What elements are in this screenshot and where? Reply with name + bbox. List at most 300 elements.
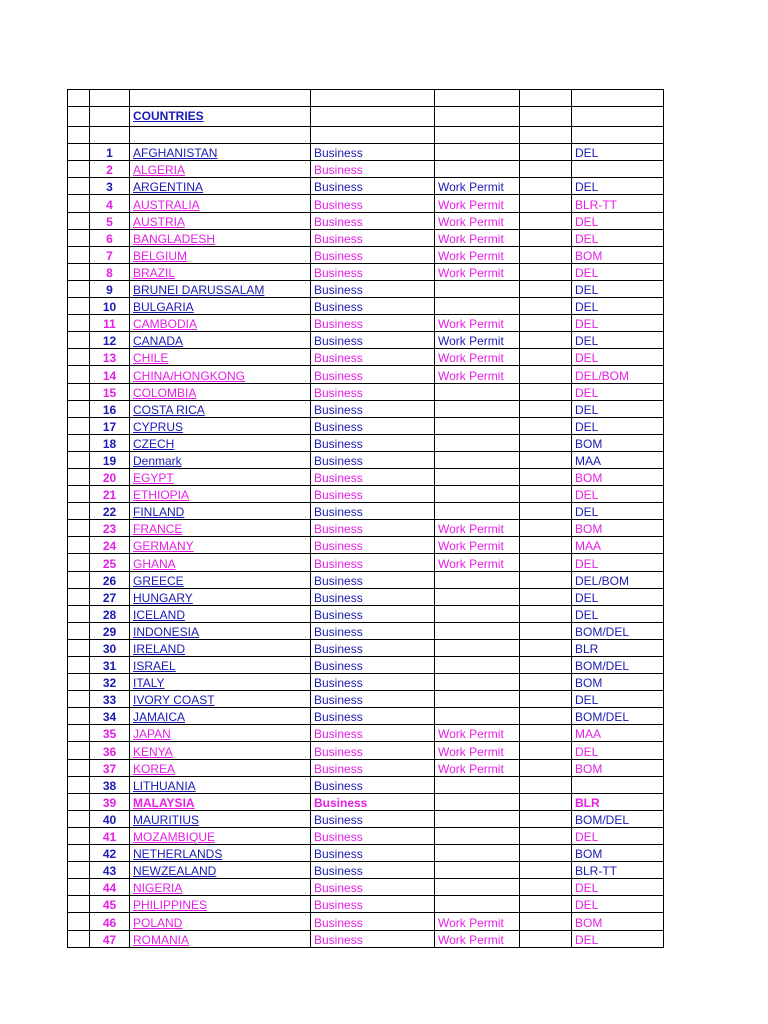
table-row — [68, 417, 664, 434]
blank-cell — [520, 315, 572, 332]
table-row — [68, 144, 664, 161]
country-link[interactable]: NEWZEALAND — [130, 862, 311, 879]
row-number: 34 — [90, 708, 130, 725]
country-link[interactable]: AUSTRALIA — [130, 195, 311, 212]
country-link[interactable]: FINLAND — [130, 503, 311, 520]
visa-type: Business — [311, 195, 435, 212]
visa-type: Business — [311, 144, 435, 161]
visa-type: Business — [311, 349, 435, 366]
row-number: 5 — [90, 212, 130, 229]
blank-cell — [520, 827, 572, 844]
blank-cell — [68, 332, 90, 349]
blank-cell — [68, 503, 90, 520]
visa-type: Business — [311, 417, 435, 434]
office-code: DEL — [572, 144, 664, 161]
country-link[interactable]: Denmark — [130, 451, 311, 468]
table-cell — [90, 127, 130, 144]
blank-cell — [520, 280, 572, 297]
table-cell — [572, 127, 664, 144]
blank-cell — [68, 246, 90, 263]
office-code: DEL — [572, 827, 664, 844]
country-link[interactable]: LITHUANIA — [130, 776, 311, 793]
country-link[interactable]: ETHIOPIA — [130, 486, 311, 503]
blank-cell — [68, 451, 90, 468]
blank-cell — [520, 486, 572, 503]
row-number: 30 — [90, 639, 130, 656]
country-link[interactable]: ICELAND — [130, 605, 311, 622]
work-permit: Work Permit — [435, 195, 520, 212]
row-number: 21 — [90, 486, 130, 503]
visa-type: Business — [311, 451, 435, 468]
work-permit — [435, 161, 520, 178]
row-number: 1 — [90, 144, 130, 161]
country-link[interactable]: CANADA — [130, 332, 311, 349]
blank-cell — [520, 862, 572, 879]
blank-cell — [68, 930, 90, 947]
work-permit: Work Permit — [435, 366, 520, 383]
table-row — [68, 588, 664, 605]
row-number: 15 — [90, 383, 130, 400]
header-row — [68, 107, 664, 127]
table-cell — [311, 90, 435, 107]
table-row — [68, 554, 664, 571]
blank-cell — [68, 434, 90, 451]
visa-type: Business — [311, 229, 435, 246]
country-link[interactable]: JAPAN — [130, 725, 311, 742]
visa-type: Business — [311, 383, 435, 400]
blank-cell — [68, 879, 90, 896]
table-row — [68, 657, 664, 674]
table-row — [68, 810, 664, 827]
visa-type: Business — [311, 263, 435, 280]
row-number: 27 — [90, 588, 130, 605]
work-permit: Work Permit — [435, 725, 520, 742]
table-cell — [520, 127, 572, 144]
country-link[interactable]: GREECE — [130, 571, 311, 588]
office-code: DEL — [572, 298, 664, 315]
blank-cell — [520, 845, 572, 862]
work-permit — [435, 605, 520, 622]
table-row — [68, 486, 664, 503]
country-link[interactable]: COLOMBIA — [130, 383, 311, 400]
visa-type: Business — [311, 759, 435, 776]
office-code: BLR — [572, 793, 664, 810]
work-permit — [435, 571, 520, 588]
table-row — [68, 212, 664, 229]
country-link[interactable]: ISRAEL — [130, 657, 311, 674]
country-link[interactable]: FRANCE — [130, 520, 311, 537]
row-number: 10 — [90, 298, 130, 315]
office-code — [572, 161, 664, 178]
table-row — [68, 383, 664, 400]
work-permit — [435, 657, 520, 674]
work-permit: Work Permit — [435, 246, 520, 263]
blank-cell — [68, 298, 90, 315]
table-row — [68, 759, 664, 776]
visa-type: Business — [311, 468, 435, 485]
office-code: BLR — [572, 639, 664, 656]
office-code: BOM — [572, 434, 664, 451]
table-row — [68, 674, 664, 691]
country-link[interactable]: IVORY COAST — [130, 691, 311, 708]
work-permit — [435, 622, 520, 639]
country-link[interactable]: MAURITIUS — [130, 810, 311, 827]
blank-cell — [520, 571, 572, 588]
blank-cell — [520, 195, 572, 212]
row-number: 3 — [90, 178, 130, 195]
blank-cell — [520, 178, 572, 195]
work-permit: Work Permit — [435, 212, 520, 229]
blank-cell — [68, 708, 90, 725]
country-link[interactable]: BULGARIA — [130, 298, 311, 315]
country-link[interactable]: JAMAICA — [130, 708, 311, 725]
blank-cell — [68, 366, 90, 383]
country-link[interactable]: ALGERIA — [130, 161, 311, 178]
visa-type: Business — [311, 280, 435, 297]
blank-cell — [520, 605, 572, 622]
table-row — [68, 520, 664, 537]
table-cell — [435, 90, 520, 107]
work-permit — [435, 879, 520, 896]
work-permit — [435, 503, 520, 520]
office-code: MAA — [572, 725, 664, 742]
work-permit — [435, 639, 520, 656]
country-link[interactable]: PHILIPPINES — [130, 896, 311, 913]
table-cell — [520, 90, 572, 107]
office-code: DEL — [572, 503, 664, 520]
work-permit — [435, 588, 520, 605]
blank-cell — [520, 725, 572, 742]
header-countries-cell[interactable] — [130, 107, 311, 127]
empty-row — [68, 90, 664, 107]
country-link[interactable]: BELGIUM — [130, 246, 311, 263]
blank-cell — [68, 810, 90, 827]
blank-cell — [68, 349, 90, 366]
table-row — [68, 776, 664, 793]
row-number: 17 — [90, 417, 130, 434]
table-row — [68, 571, 664, 588]
table-row — [68, 896, 664, 913]
visa-type: Business — [311, 571, 435, 588]
office-code: MAA — [572, 537, 664, 554]
blank-cell — [520, 639, 572, 656]
work-permit — [435, 691, 520, 708]
table-row — [68, 622, 664, 639]
visa-type: Business — [311, 674, 435, 691]
table-row — [68, 451, 664, 468]
office-code: DEL — [572, 896, 664, 913]
office-code: DEL — [572, 554, 664, 571]
office-code: DEL — [572, 605, 664, 622]
blank-cell — [520, 349, 572, 366]
blank-cell — [520, 332, 572, 349]
row-number: 22 — [90, 503, 130, 520]
country-link[interactable]: EGYPT — [130, 468, 311, 485]
work-permit — [435, 486, 520, 503]
country-link[interactable]: ARGENTINA — [130, 178, 311, 195]
table-row — [68, 229, 664, 246]
row-number: 7 — [90, 246, 130, 263]
work-permit: Work Permit — [435, 759, 520, 776]
visa-type: Business — [311, 178, 435, 195]
visa-type: Business — [311, 845, 435, 862]
visa-type: Business — [311, 691, 435, 708]
blank-cell — [68, 776, 90, 793]
visa-type: Business — [311, 400, 435, 417]
row-number: 36 — [90, 742, 130, 759]
work-permit — [435, 896, 520, 913]
visa-type: Business — [311, 554, 435, 571]
blank-cell — [520, 468, 572, 485]
office-code: DEL — [572, 400, 664, 417]
country-link[interactable]: GHANA — [130, 554, 311, 571]
row-number: 24 — [90, 537, 130, 554]
visa-type: Business — [311, 212, 435, 229]
blank-cell — [68, 605, 90, 622]
table-row — [68, 913, 664, 930]
country-link[interactable]: HUNGARY — [130, 588, 311, 605]
table-cell — [90, 90, 130, 107]
visa-type: Business — [311, 537, 435, 554]
row-number: 28 — [90, 605, 130, 622]
table-row — [68, 639, 664, 656]
table-row — [68, 691, 664, 708]
country-link[interactable]: INDONESIA — [130, 622, 311, 639]
row-number: 16 — [90, 400, 130, 417]
blank-cell — [520, 708, 572, 725]
blank-cell — [520, 588, 572, 605]
table-cell — [130, 90, 311, 107]
row-number: 19 — [90, 451, 130, 468]
visa-type: Business — [311, 827, 435, 844]
visa-type: Business — [311, 588, 435, 605]
blank-cell — [520, 691, 572, 708]
table-row — [68, 315, 664, 332]
table-cell — [68, 107, 90, 127]
work-permit: Work Permit — [435, 263, 520, 280]
blank-cell — [520, 451, 572, 468]
work-permit — [435, 810, 520, 827]
office-code: DEL — [572, 178, 664, 195]
blank-cell — [68, 229, 90, 246]
table-row — [68, 246, 664, 263]
country-link[interactable]: ROMANIA — [130, 930, 311, 947]
row-number: 40 — [90, 810, 130, 827]
countries-header-link[interactable]: COUNTRIES — [133, 109, 204, 124]
blank-cell — [520, 144, 572, 161]
row-number: 11 — [90, 315, 130, 332]
work-permit — [435, 400, 520, 417]
blank-cell — [520, 759, 572, 776]
blank-cell — [68, 674, 90, 691]
row-number: 46 — [90, 913, 130, 930]
country-link[interactable]: MALAYSIA — [130, 793, 311, 810]
blank-cell — [68, 520, 90, 537]
row-number: 44 — [90, 879, 130, 896]
country-link[interactable]: AUSTRIA — [130, 212, 311, 229]
row-number: 6 — [90, 229, 130, 246]
table-row — [68, 503, 664, 520]
office-code: DEL — [572, 879, 664, 896]
office-code: BOM — [572, 520, 664, 537]
blank-cell — [520, 930, 572, 947]
blank-cell — [68, 144, 90, 161]
blank-cell — [68, 622, 90, 639]
country-link[interactable]: CZECH — [130, 434, 311, 451]
country-link[interactable]: BRAZIL — [130, 263, 311, 280]
office-code: BOM — [572, 913, 664, 930]
country-link[interactable]: KENYA — [130, 742, 311, 759]
office-code: DEL — [572, 742, 664, 759]
visa-type: Business — [311, 520, 435, 537]
visa-type: Business — [311, 246, 435, 263]
table-row — [68, 725, 664, 742]
visa-type: Business — [311, 810, 435, 827]
row-number: 20 — [90, 468, 130, 485]
country-link[interactable]: CYPRUS — [130, 417, 311, 434]
row-number: 12 — [90, 332, 130, 349]
table-row — [68, 161, 664, 178]
table-row — [68, 605, 664, 622]
blank-cell — [520, 879, 572, 896]
row-number: 32 — [90, 674, 130, 691]
table-row — [68, 742, 664, 759]
office-code: DEL — [572, 212, 664, 229]
work-permit: Work Permit — [435, 332, 520, 349]
blank-cell — [68, 554, 90, 571]
blank-cell — [68, 195, 90, 212]
office-code: DEL — [572, 315, 664, 332]
country-link[interactable]: CHILE — [130, 349, 311, 366]
row-number: 33 — [90, 691, 130, 708]
country-link[interactable]: CHINA/HONGKONG — [130, 366, 311, 383]
country-link[interactable]: NIGERIA — [130, 879, 311, 896]
visa-type: Business — [311, 639, 435, 656]
office-code: DEL — [572, 280, 664, 297]
country-link[interactable]: AFGHANISTAN — [130, 144, 311, 161]
work-permit: Work Permit — [435, 554, 520, 571]
blank-cell — [68, 263, 90, 280]
row-number: 42 — [90, 845, 130, 862]
blank-cell — [68, 657, 90, 674]
blank-cell — [68, 913, 90, 930]
blank-cell — [520, 810, 572, 827]
country-link[interactable]: COSTA RICA — [130, 400, 311, 417]
row-number: 26 — [90, 571, 130, 588]
row-number: 43 — [90, 862, 130, 879]
row-number: 38 — [90, 776, 130, 793]
blank-cell — [520, 298, 572, 315]
row-number: 35 — [90, 725, 130, 742]
office-code — [572, 776, 664, 793]
country-link[interactable]: BRUNEI DARUSSALAM — [130, 280, 311, 297]
work-permit: Work Permit — [435, 742, 520, 759]
blank-cell — [68, 759, 90, 776]
visa-type: Business — [311, 776, 435, 793]
office-code: DEL — [572, 349, 664, 366]
blank-cell — [520, 554, 572, 571]
office-code: MAA — [572, 451, 664, 468]
blank-cell — [68, 486, 90, 503]
country-link[interactable]: IRELAND — [130, 639, 311, 656]
country-link[interactable]: KOREA — [130, 759, 311, 776]
table-cell — [572, 90, 664, 107]
visa-type: Business — [311, 930, 435, 947]
country-link[interactable]: NETHERLANDS — [130, 845, 311, 862]
blank-cell — [68, 862, 90, 879]
blank-cell — [520, 742, 572, 759]
visa-type: Business — [311, 742, 435, 759]
table-body — [68, 90, 664, 948]
work-permit — [435, 793, 520, 810]
row-number: 47 — [90, 930, 130, 947]
blank-cell — [68, 725, 90, 742]
blank-cell — [520, 246, 572, 263]
blank-cell — [68, 383, 90, 400]
blank-cell — [68, 827, 90, 844]
work-permit — [435, 144, 520, 161]
table-row — [68, 349, 664, 366]
work-permit — [435, 827, 520, 844]
table-cell — [68, 127, 90, 144]
blank-cell — [520, 503, 572, 520]
country-link[interactable]: POLAND — [130, 913, 311, 930]
visa-type: Business — [311, 913, 435, 930]
country-link[interactable]: CAMBODIA — [130, 315, 311, 332]
table-row — [68, 298, 664, 315]
table-cell — [311, 107, 435, 127]
row-number: 8 — [90, 263, 130, 280]
blank-cell — [68, 639, 90, 656]
work-permit: Work Permit — [435, 930, 520, 947]
blank-cell — [68, 896, 90, 913]
office-code: DEL — [572, 263, 664, 280]
blank-cell — [520, 383, 572, 400]
row-number: 4 — [90, 195, 130, 212]
blank-cell — [520, 417, 572, 434]
country-link[interactable]: BANGLADESH — [130, 229, 311, 246]
office-code: BOM — [572, 674, 664, 691]
row-number: 45 — [90, 896, 130, 913]
table-row — [68, 930, 664, 947]
country-link[interactable]: ITALY — [130, 674, 311, 691]
visa-type: Business — [311, 708, 435, 725]
row-number: 31 — [90, 657, 130, 674]
office-code: DEL — [572, 691, 664, 708]
office-code: BOM/DEL — [572, 708, 664, 725]
visa-type: Business — [311, 298, 435, 315]
country-link[interactable]: GERMANY — [130, 537, 311, 554]
table-cell — [435, 107, 520, 127]
work-permit — [435, 298, 520, 315]
table-cell — [520, 107, 572, 127]
work-permit — [435, 674, 520, 691]
visa-type: Business — [311, 879, 435, 896]
table-row — [68, 280, 664, 297]
office-code: DEL — [572, 486, 664, 503]
blank-cell — [520, 212, 572, 229]
visa-type: Business — [311, 725, 435, 742]
table-cell — [90, 107, 130, 127]
row-number: 14 — [90, 366, 130, 383]
country-link[interactable]: MOZAMBIQUE — [130, 827, 311, 844]
blank-cell — [68, 845, 90, 862]
office-code: BOM — [572, 845, 664, 862]
table-cell — [311, 127, 435, 144]
visa-type: Business — [311, 605, 435, 622]
table-cell — [572, 107, 664, 127]
row-number: 23 — [90, 520, 130, 537]
